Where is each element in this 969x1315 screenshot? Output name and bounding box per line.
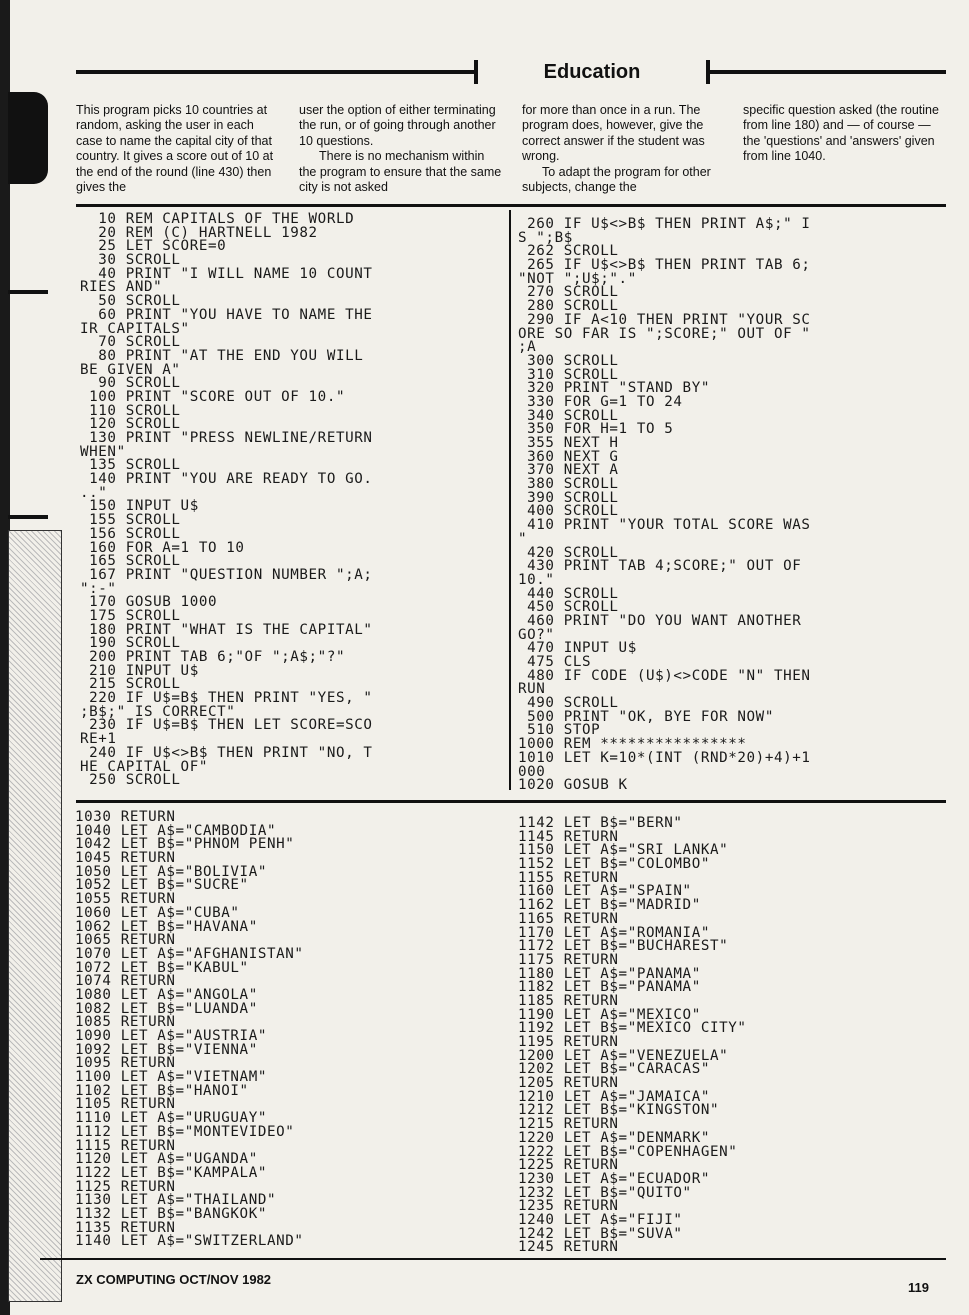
- code-line: 1212 LET B$="KINGSTON": [518, 1102, 720, 1119]
- code-line: 70 SCROLL: [80, 334, 181, 351]
- code-line: 155 SCROLL: [80, 512, 181, 529]
- code-line: 1225 RETURN: [518, 1157, 619, 1174]
- code-line: 370 NEXT A: [518, 462, 619, 479]
- code-line: 1145 RETURN: [518, 828, 619, 845]
- intro-paragraph: specific question asked (the routine from line 180) and — of course — the 'questions' and 'answers' given from line 1040.: [743, 103, 939, 164]
- code-line: 167 PRINT "QUESTION NUMBER ";A;: [80, 566, 373, 583]
- previous-page-headline-fragment: [8, 92, 48, 184]
- code-listing-bottom-left: [75, 811, 304, 1249]
- listing-middle-rule: [76, 800, 946, 803]
- code-line: 150 INPUT U$: [80, 498, 199, 515]
- code-line: 230 IF U$=B$ THEN LET SCORE=SCO: [80, 717, 373, 734]
- footer-rule: [40, 1258, 946, 1260]
- code-line: 10 REM CAPITALS OF THE WORLD: [80, 211, 355, 227]
- code-line: 1100 LET A$="VIETNAM": [75, 1069, 267, 1086]
- listing-column-divider: [509, 210, 511, 790]
- code-line: 1122 LET B$="KAMPALA": [75, 1164, 267, 1181]
- code-line: 1095 RETURN: [75, 1055, 176, 1072]
- intro-column-3: [522, 103, 727, 195]
- code-line: 400 SCROLL: [518, 503, 619, 520]
- code-line: HE CAPITAL OF": [80, 758, 208, 775]
- code-line: 310 SCROLL: [518, 366, 619, 383]
- code-line: 1112 LET B$="MONTEVIDEO": [75, 1123, 295, 1140]
- code-line: 25 LET SCORE=0: [80, 238, 227, 255]
- code-line: 1010 LET K=10*(INT (RND*20)+4)+1: [518, 749, 811, 766]
- page-number: 119: [908, 1280, 929, 1295]
- code-line: 135 SCROLL: [80, 457, 181, 474]
- code-line: 470 INPUT U$: [518, 640, 637, 657]
- code-line: 1135 RETURN: [75, 1219, 176, 1236]
- code-line: 1235 RETURN: [518, 1198, 619, 1215]
- code-line: 300 SCROLL: [518, 352, 619, 369]
- code-line: 1142 LET B$="BERN": [518, 815, 683, 831]
- code-line: 1185 RETURN: [518, 992, 619, 1009]
- code-line: 1045 RETURN: [75, 850, 176, 867]
- code-line: 1165 RETURN: [518, 910, 619, 927]
- code-line: 1200 LET A$="VENEZUELA": [518, 1047, 729, 1064]
- code-line: 1160 LET A$="SPAIN": [518, 883, 692, 900]
- code-line: 220 IF U$=B$ THEN PRINT "YES, ": [80, 690, 373, 707]
- code-line: 1030 RETURN: [75, 809, 176, 825]
- intro-paragraph: There is no mechanism within the program to ensure that the same city is not asked: [299, 149, 502, 195]
- code-line: 100 PRINT "SCORE OUT OF 10.": [80, 388, 346, 405]
- code-line: 1110 LET A$="URUGUAY": [75, 1110, 267, 1127]
- intro-column-1: [76, 103, 279, 195]
- code-line: 1070 LET A$="AFGHANISTAN": [75, 945, 304, 962]
- code-line: 410 PRINT "YOUR TOTAL SCORE WAS: [518, 517, 811, 534]
- code-line: 420 SCROLL: [518, 544, 619, 561]
- code-line: 1120 LET A$="UGANDA": [75, 1151, 258, 1168]
- code-line: BE GIVEN A": [80, 361, 181, 378]
- intro-paragraph: To adapt the program for other subjects, change the: [522, 164, 711, 195]
- code-line: 50 SCROLL: [80, 293, 181, 310]
- code-line: WHEN": [80, 443, 126, 460]
- code-line: 110 SCROLL: [80, 402, 181, 419]
- code-line: 1170 LET A$="ROMANIA": [518, 924, 710, 941]
- code-line: 250 SCROLL: [80, 772, 181, 789]
- code-line: 1215 RETURN: [518, 1116, 619, 1133]
- intro-column-4: [743, 103, 943, 165]
- code-line: 90 SCROLL: [80, 375, 181, 392]
- intro-paragraph: This program picks 10 countries at random, asking the user in each case to name the capital city of that country. It gives a score out of 10 at the end of the round (line 430) then gives the: [76, 103, 274, 195]
- code-line: 175 SCROLL: [80, 607, 181, 624]
- code-line: 450 SCROLL: [518, 599, 619, 616]
- code-line: 30 SCROLL: [80, 252, 181, 269]
- code-line: 1085 RETURN: [75, 1014, 176, 1031]
- code-line: 1152 LET B$="COLOMBO": [518, 856, 710, 873]
- code-line: 1080 LET A$="ANGOLA": [75, 986, 258, 1003]
- code-line: 1162 LET B$="MADRID": [518, 897, 701, 914]
- code-line: 390 SCROLL: [518, 489, 619, 506]
- code-line: 265 IF U$<>B$ THEN PRINT TAB 6;: [518, 257, 811, 274]
- code-line: 1102 LET B$="HANOI": [75, 1082, 249, 1099]
- code-line: 262 SCROLL: [518, 243, 619, 260]
- code-line: 1222 LET B$="COPENHAGEN": [518, 1143, 738, 1160]
- code-line: 1210 LET A$="JAMAICA": [518, 1088, 710, 1105]
- code-line: 1042 LET B$="PHNOM PENH": [75, 836, 295, 853]
- code-line: 1182 LET B$="PANAMA": [518, 979, 701, 996]
- code-line: 340 SCROLL: [518, 407, 619, 424]
- code-line: 1040 LET A$="CAMBODIA": [75, 822, 277, 839]
- previous-page-rule: [8, 515, 48, 519]
- code-line: 40 PRINT "I WILL NAME 10 COUNT: [80, 265, 373, 282]
- magazine-footer: ZX COMPUTING OCT/NOV 1982: [76, 1272, 272, 1287]
- code-line: 270 SCROLL: [518, 284, 619, 301]
- code-line: 1242 LET B$="SUVA": [518, 1225, 683, 1242]
- code-line: 1105 RETURN: [75, 1096, 176, 1113]
- code-line: 120 SCROLL: [80, 416, 181, 433]
- code-line: 380 SCROLL: [518, 476, 619, 493]
- code-line: 350 FOR H=1 TO 5: [518, 421, 674, 438]
- previous-page-hatched-box: [8, 530, 62, 1302]
- code-line: 10.": [518, 571, 555, 588]
- code-line: 80 PRINT "AT THE END YOU WILL: [80, 347, 364, 364]
- code-line: 1060 LET A$="CUBA": [75, 904, 240, 921]
- code-line: 1192 LET B$="MEXICO CITY": [518, 1020, 747, 1037]
- code-line: 240 IF U$<>B$ THEN PRINT "NO, T: [80, 744, 373, 761]
- code-line: 280 SCROLL: [518, 298, 619, 315]
- code-line: 1202 LET B$="CARACAS": [518, 1061, 710, 1078]
- code-listing-bottom-right: [518, 817, 747, 1255]
- code-line: 1052 LET B$="SUCRE": [75, 877, 249, 894]
- code-line: 165 SCROLL: [80, 553, 181, 570]
- code-line: 1195 RETURN: [518, 1034, 619, 1050]
- code-line: ;B$;" IS CORRECT": [80, 703, 236, 720]
- code-line: 1205 RETURN: [518, 1075, 619, 1092]
- code-line: 160 FOR A=1 TO 10: [80, 539, 245, 556]
- previous-page-rule: [8, 290, 48, 294]
- code-line: IR CAPITALS": [80, 320, 190, 337]
- code-line: 360 NEXT G: [518, 448, 619, 465]
- code-line: 1240 LET A$="FIJI": [518, 1211, 683, 1228]
- code-line: 460 PRINT "DO YOU WANT ANOTHER: [518, 612, 802, 629]
- code-line: 355 NEXT H: [518, 435, 619, 451]
- code-line: ORE SO FAR IS ";SCORE;" OUT OF ": [518, 325, 811, 342]
- code-line: 1125 RETURN: [75, 1178, 176, 1195]
- code-line: 1220 LET A$="DENMARK": [518, 1129, 710, 1146]
- code-line: 140 PRINT "YOU ARE READY TO GO.: [80, 471, 373, 488]
- code-line: 440 SCROLL: [518, 585, 619, 602]
- listing-top-rule: [76, 204, 946, 207]
- code-line: 1230 LET A$="ECUADOR": [518, 1170, 710, 1187]
- code-line: 1062 LET B$="HAVANA": [75, 918, 258, 935]
- code-line: 20 REM (C) HARTNELL 1982: [80, 224, 318, 241]
- code-line: RE+1: [80, 731, 117, 748]
- code-line: ..": [80, 484, 108, 501]
- code-line: 500 PRINT "OK, BYE FOR NOW": [518, 708, 774, 725]
- code-line: GO?": [518, 626, 555, 643]
- code-line: S ";B$: [518, 229, 573, 246]
- code-line: 1150 LET A$="SRI LANKA": [518, 842, 729, 859]
- code-line: ": [518, 530, 528, 547]
- code-line: 1065 RETURN: [75, 932, 176, 949]
- code-line: 130 PRINT "PRESS NEWLINE/RETURN: [80, 430, 373, 446]
- code-line: RUN: [518, 681, 546, 698]
- intro-column-2: [299, 103, 503, 195]
- code-line: 290 IF A<10 THEN PRINT "YOUR SC: [518, 311, 811, 328]
- code-line: 1050 LET A$="BOLIVIA": [75, 863, 267, 880]
- intro-paragraph: for more than once in a run. The program does, however, give the correct answer if the student was wrong.: [522, 103, 705, 164]
- section-header: [76, 62, 946, 82]
- code-line: ;A: [518, 339, 537, 356]
- code-line: 1232 LET B$="QUITO": [518, 1184, 692, 1201]
- code-line: 1172 LET B$="BUCHAREST": [518, 938, 729, 955]
- code-line: 490 SCROLL: [518, 695, 619, 712]
- code-line: 1090 LET A$="AUSTRIA": [75, 1028, 267, 1044]
- code-line: 1092 LET B$="VIENNA": [75, 1041, 258, 1058]
- section-title: Education: [474, 60, 710, 84]
- code-line: RIES AND": [80, 279, 163, 296]
- code-line: "NOT ";U$;".": [518, 270, 637, 287]
- code-line: 210 INPUT U$: [80, 662, 199, 679]
- code-line: 170 GOSUB 1000: [80, 594, 218, 611]
- code-line: 1115 RETURN: [75, 1137, 176, 1154]
- code-line: 215 SCROLL: [80, 676, 181, 693]
- code-line: 475 CLS: [518, 654, 592, 670]
- code-line: 1190 LET A$="MEXICO": [518, 1006, 701, 1023]
- code-line: 190 SCROLL: [80, 635, 181, 652]
- code-line: 320 PRINT "STAND BY": [518, 380, 710, 397]
- code-line: 1072 LET B$="KABUL": [75, 959, 249, 976]
- code-listing-top-left: [80, 213, 373, 788]
- code-listing-top-right: [518, 218, 811, 793]
- code-line: 1130 LET A$="THAILAND": [75, 1192, 277, 1209]
- intro-paragraph: user the option of either terminating the run, or of going through another 10 questions.: [299, 103, 496, 148]
- code-line: 1055 RETURN: [75, 891, 176, 908]
- code-line: 1175 RETURN: [518, 951, 619, 968]
- code-line: 180 PRINT "WHAT IS THE CAPITAL": [80, 621, 373, 638]
- code-line: 1074 RETURN: [75, 973, 176, 990]
- code-line: 1245 RETURN: [518, 1239, 619, 1256]
- code-line: 1140 LET A$="SWITZERLAND": [75, 1233, 304, 1250]
- code-line: 1155 RETURN: [518, 869, 619, 886]
- code-line: 156 SCROLL: [80, 525, 181, 542]
- code-line: ":-": [80, 580, 117, 597]
- code-line: 510 STOP: [518, 722, 601, 739]
- code-line: 430 PRINT TAB 4;SCORE;" OUT OF: [518, 558, 802, 575]
- code-line: 60 PRINT "YOU HAVE TO NAME THE: [80, 306, 373, 323]
- code-line: 330 FOR G=1 TO 24: [518, 393, 683, 410]
- code-line: 1180 LET A$="PANAMA": [518, 965, 701, 982]
- code-line: 1000 REM ****************: [518, 736, 747, 753]
- code-line: 480 IF CODE (U$)<>CODE "N" THEN: [518, 667, 811, 684]
- code-line: 1020 GOSUB K: [518, 777, 628, 794]
- code-line: 200 PRINT TAB 6;"OF ";A$;"?": [80, 649, 346, 665]
- code-line: 260 IF U$<>B$ THEN PRINT A$;" I: [518, 216, 811, 232]
- code-line: 000: [518, 763, 546, 780]
- code-line: 1082 LET B$="LUANDA": [75, 1000, 258, 1017]
- code-line: 1132 LET B$="BANGKOK": [75, 1205, 267, 1222]
